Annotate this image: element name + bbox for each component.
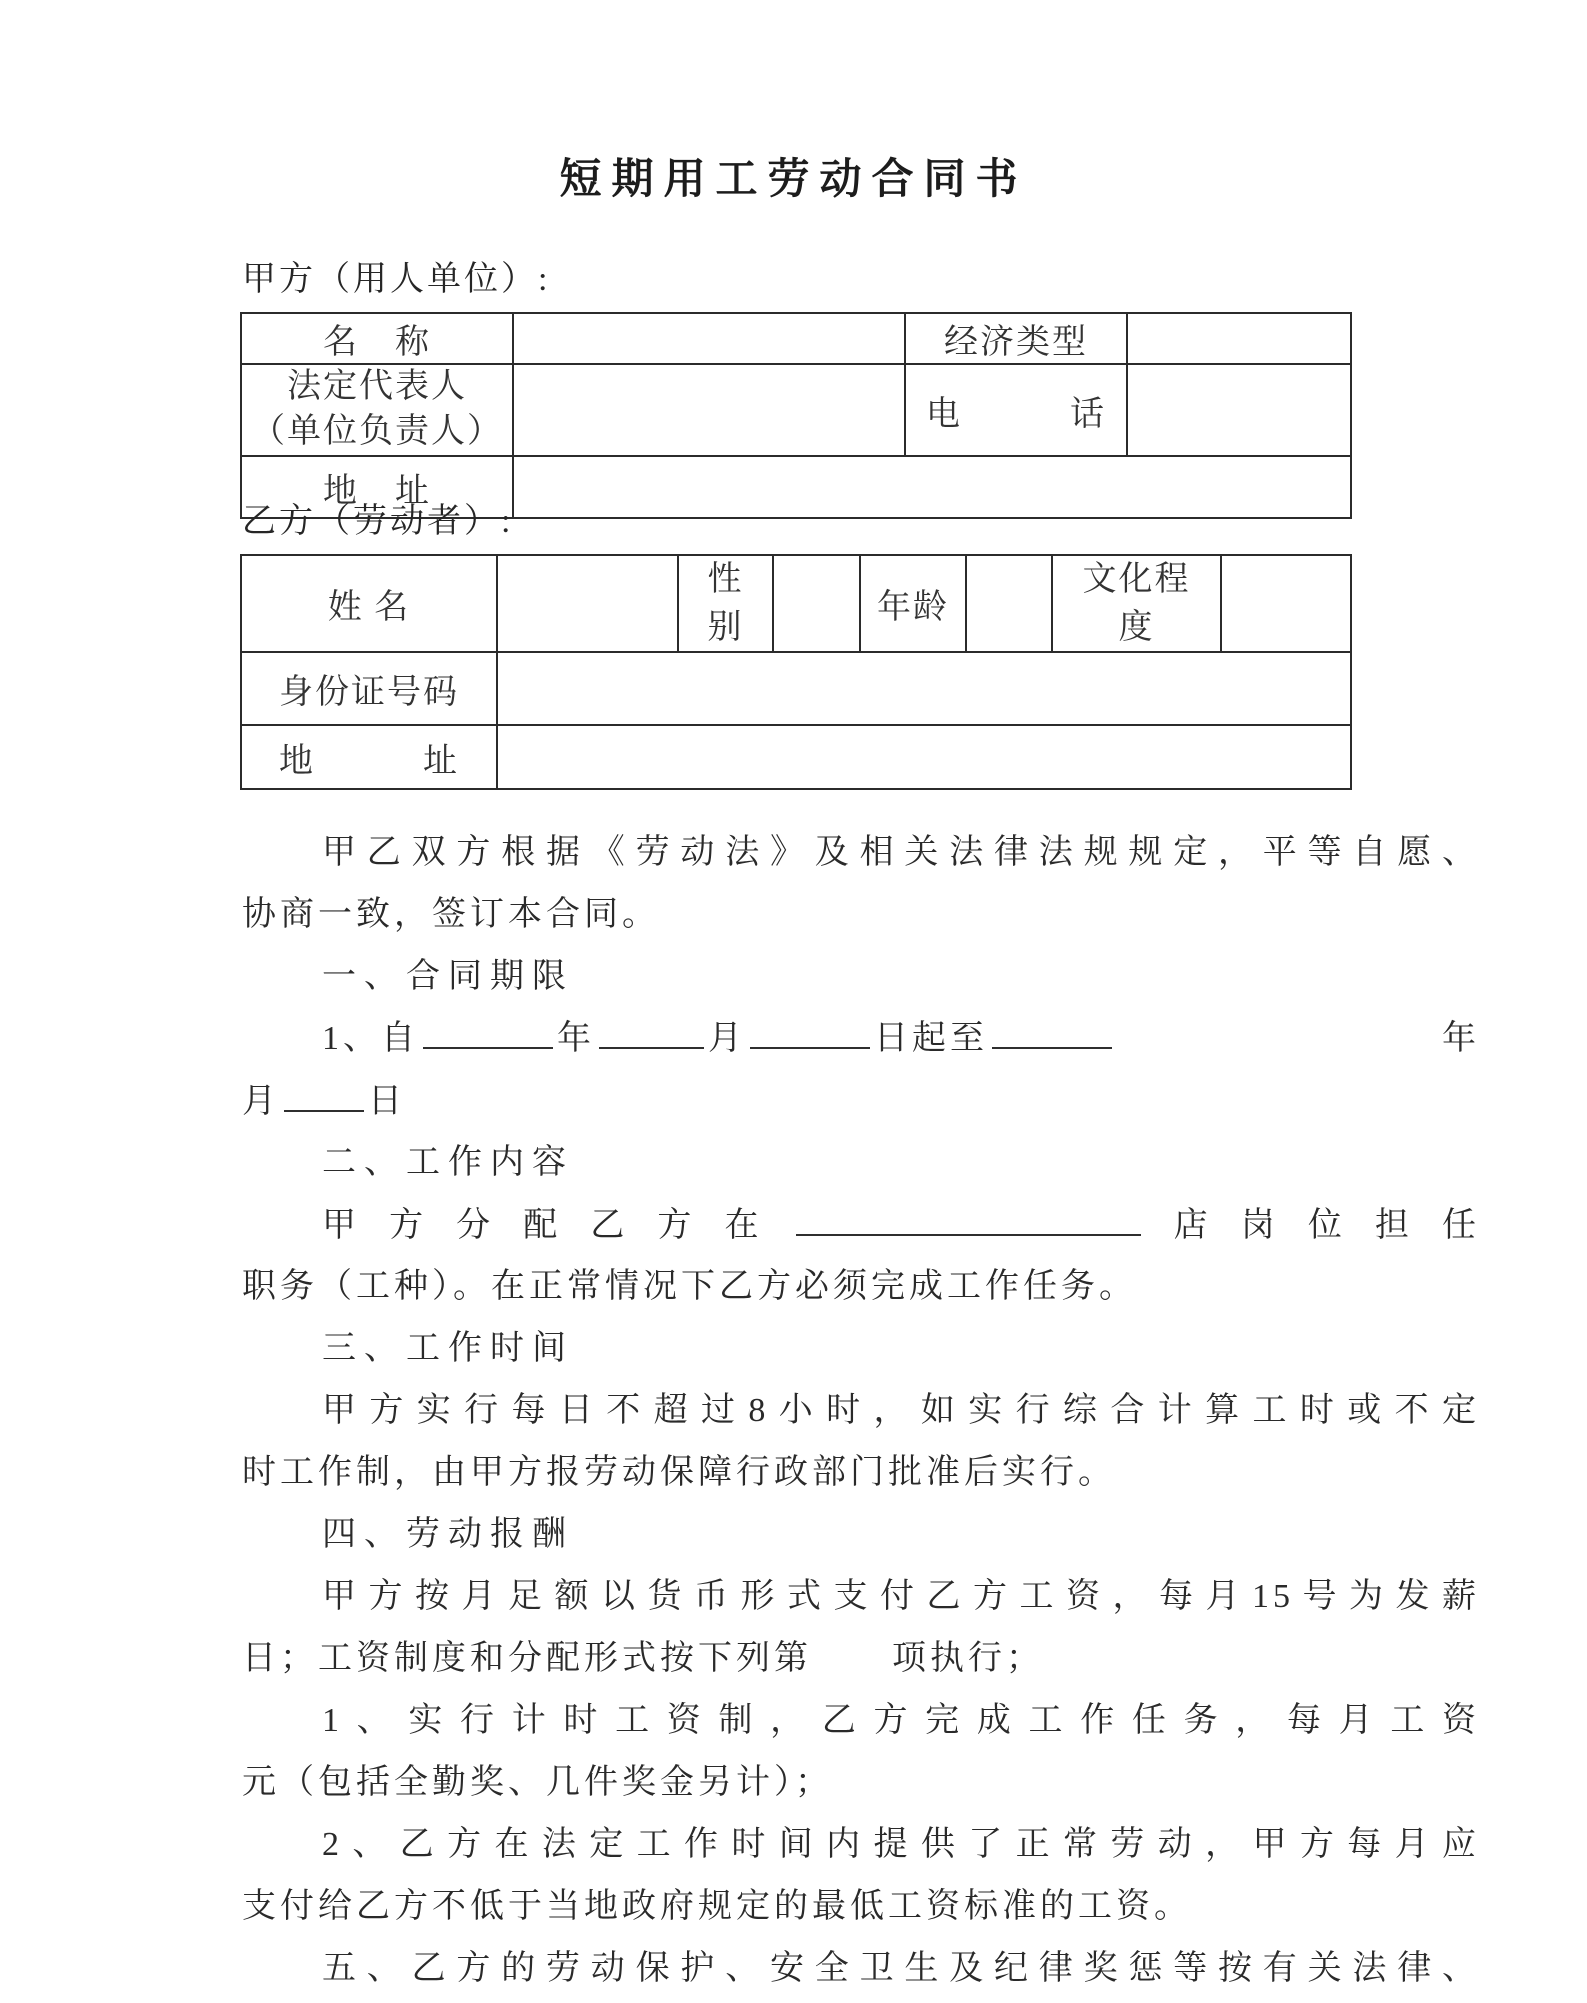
work-time-line-2: 时工作制，由甲方报劳动保障行政部门批准后实行。 [242, 1454, 1116, 1491]
table-row [241, 555, 1351, 652]
education-value-cell [1221, 555, 1351, 652]
pay-line-2-post-text: 项执行； [892, 1640, 1044, 1677]
blank-store-name [796, 1194, 1141, 1236]
work-content-line-2: 职务（工种）。在正常情况下乙方必须完成工作任务。 [242, 1268, 1137, 1305]
section3-heading: 三、工作时间 [322, 1330, 574, 1367]
blank-end-year [992, 1013, 1112, 1049]
age-value-cell [966, 555, 1052, 652]
legal-representative-value-cell [513, 364, 905, 456]
company-address-value-cell [513, 456, 1351, 518]
party-b-label: 乙方（劳动者）: [242, 503, 514, 540]
intro-line-1: 甲乙双方根据《劳动法》及相关法律法规规定，平等自愿、 [322, 834, 1480, 871]
term-pre-text: 1、自 [322, 1020, 419, 1057]
blank-end-day [284, 1070, 364, 1112]
legal-representative-label-line1: 法定代表人 [287, 368, 467, 406]
intro-line-2: 协商一致，签订本合同。 [242, 896, 660, 933]
section2-heading: 二、工作内容 [322, 1144, 574, 1181]
blank-start-year [423, 1013, 553, 1049]
economic-type-label-cell: 经济类型 [905, 313, 1127, 364]
pay-item2-line-2: 支付给乙方不低于当地政府规定的最低工资标准的工资。 [242, 1888, 1192, 1925]
pay-line-2 [242, 1628, 1480, 1690]
blank-start-month [599, 1013, 704, 1049]
term-cont-day-text: 日 [368, 1083, 406, 1120]
gender-label-cell [678, 555, 773, 652]
worker-name-value-cell [497, 555, 678, 652]
section1-heading: 一、合同期限 [322, 958, 574, 995]
work-time-line-1: 甲方实行每日不超过8小时，如实行综合计算工时或不定 [322, 1392, 1480, 1429]
pay-item1-line-1: 1、实行计时工资制，乙方完成工作任务，每月工资 [322, 1702, 1480, 1739]
term-dates-continuation-line [242, 1070, 1480, 1132]
pay-item2-line-1: 2、乙方在法定工作时间内提供了正常劳动，甲方每月应 [322, 1826, 1480, 1863]
age-label-cell: 年龄 [860, 555, 966, 652]
company-name-label-cell: 名 称 [241, 313, 513, 364]
term-mid-text: 日起至 [874, 1020, 988, 1057]
legal-representative-label-line2: （单位负责人） [251, 413, 503, 450]
phone-value-cell [1127, 364, 1351, 456]
id-number-label-cell: 身份证号码 [241, 652, 497, 725]
table-row [241, 313, 1351, 364]
company-address-label-cell: 地 址 [241, 456, 513, 518]
section4-heading: 四、劳动报酬 [322, 1516, 574, 1553]
term-month1-text: 月 [708, 1020, 746, 1057]
company-name-value-cell [513, 313, 905, 364]
table-row [241, 652, 1351, 725]
party-a-table [240, 312, 1352, 519]
worker-address-label-cell: 地 址 [241, 725, 497, 789]
blank-start-day [750, 1013, 870, 1049]
document-title: 短期用工劳动合同书 [559, 157, 1028, 203]
gender-label-text: 性别 [707, 561, 744, 646]
party-b-table [240, 554, 1352, 790]
party-a-label: 甲方（用人单位）: [242, 261, 551, 298]
term-year2-text: 年 [1442, 1020, 1480, 1057]
education-label-cell [1052, 555, 1221, 652]
table-row [241, 364, 1351, 456]
legal-representative-label-cell [241, 364, 513, 456]
section5-line: 五、乙方的劳动保护、安全卫生及纪律奖惩等按有关法律、 [322, 1950, 1480, 1987]
id-number-value-cell [497, 652, 1351, 725]
table-row [241, 725, 1351, 789]
work-post-text: 店岗位担任 [1144, 1207, 1481, 1244]
work-pre-text: 甲方分配乙方在 [322, 1207, 792, 1244]
phone-label-cell: 电 话 [905, 364, 1127, 456]
pay-item1-line-2: 元（包括全勤奖、几件奖金另计）； [242, 1764, 833, 1801]
pay-line-2-pre-text: 日；工资制度和分配形式按下列第 [242, 1640, 812, 1677]
pay-line-1: 甲方按月足额以货币形式支付乙方工资，每月15号为发薪 [322, 1578, 1480, 1615]
work-content-line-1 [242, 1194, 1480, 1256]
education-label-text: 文化程度 [1082, 561, 1191, 646]
term-year1-text: 年 [557, 1020, 595, 1057]
economic-type-value-cell [1127, 313, 1351, 364]
worker-name-label-cell: 姓 名 [241, 555, 497, 652]
contract-body [242, 822, 1480, 2000]
term-dates-line [242, 1008, 1480, 1070]
term-cont-month-text: 月 [242, 1083, 280, 1120]
worker-address-value-cell [497, 725, 1351, 789]
gender-value-cell [773, 555, 860, 652]
